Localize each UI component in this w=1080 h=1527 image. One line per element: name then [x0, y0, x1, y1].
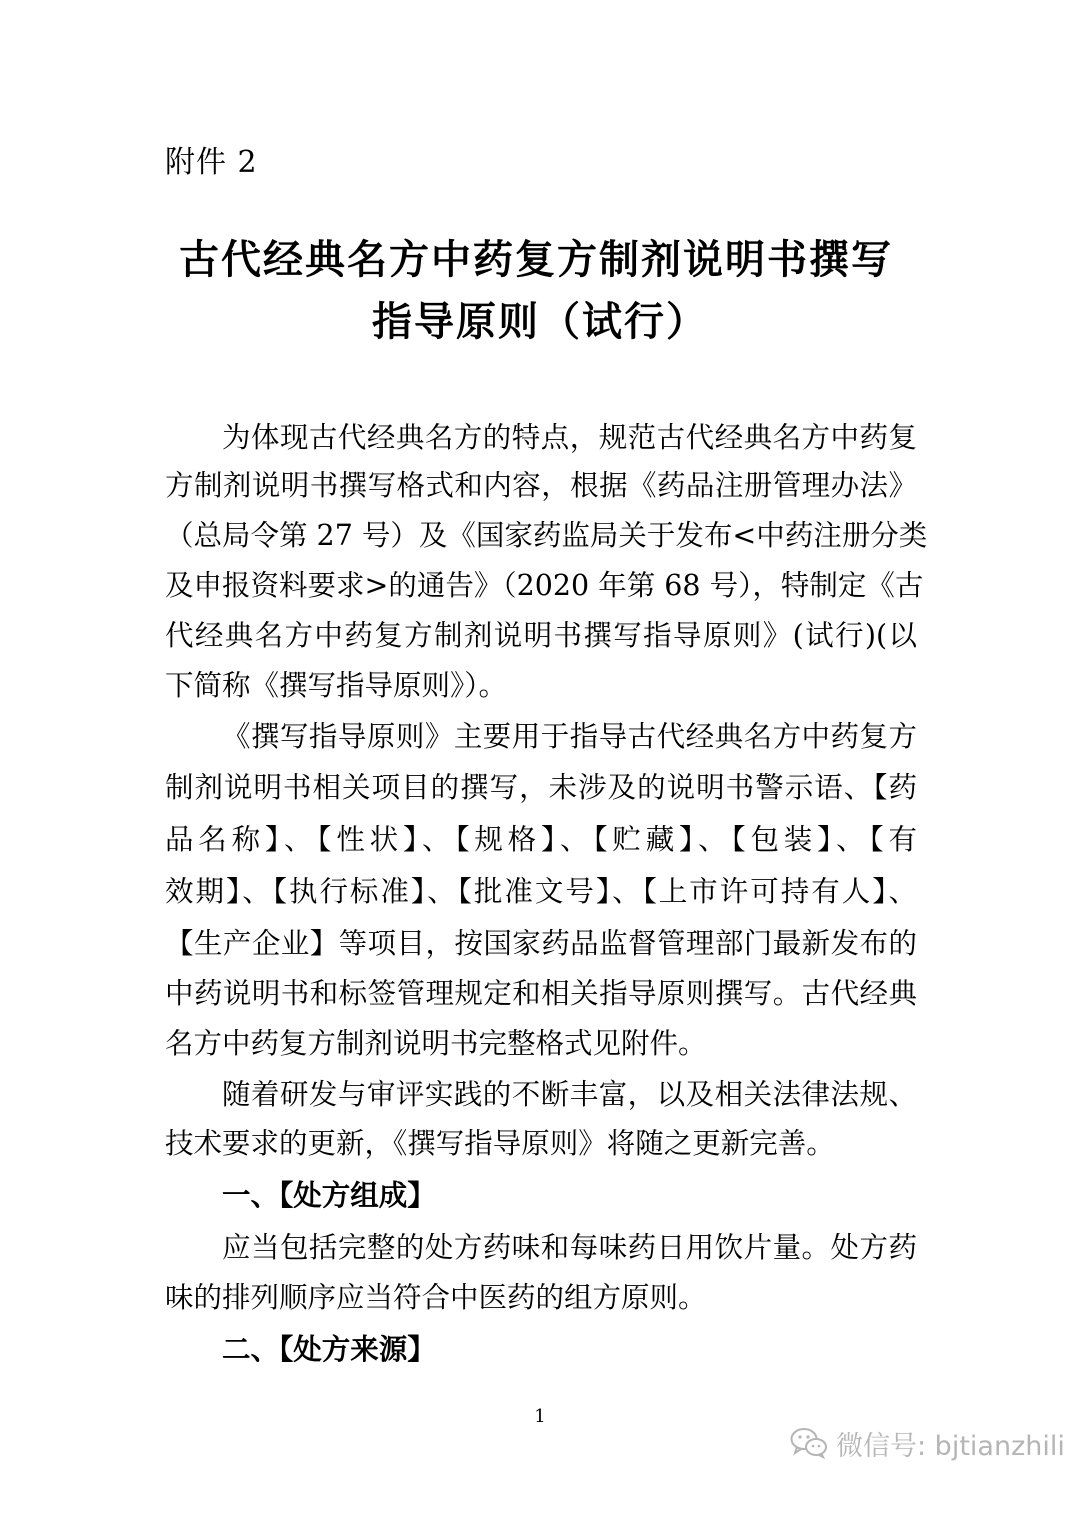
text-line: 方制剂说明书撰写格式和内容，根据《药品注册管理办法》 — [165, 469, 917, 502]
attachment-label: 附件 2 — [165, 145, 258, 180]
text-line: 随着研发与审评实践的不断丰富，以及相关法律法规、 — [222, 1078, 917, 1111]
text-line: 技术要求的更新，《撰写指导原则》将随之更新完善。 — [165, 1127, 835, 1160]
text-line: 下简称《撰写指导原则》）。 — [165, 669, 508, 702]
text-line: （总局令第 27 号）及《国家药监局关于发布<中药注册分类 — [165, 519, 928, 552]
text-line: 及申报资料要求>的通告》（2020 年第 68 号），特制定《古 — [165, 569, 924, 602]
text-line: 《撰写指导原则》主要用于指导古代经典名方中药复方 — [222, 720, 917, 753]
text-line: 效期】、【执行标准】、【批准文号】、【上市许可持有人】、 — [165, 875, 917, 908]
text-line: 中药说明书和标签管理规定和相关指导原则撰写。古代经典 — [165, 977, 917, 1010]
text-line: 为体现古代经典名方的特点，规范古代经典名方中药复 — [222, 421, 917, 454]
section-heading: 一、【处方组成】 — [222, 1179, 436, 1212]
title-line-2: 指导原则（试行） — [372, 299, 708, 345]
page-number: 1 — [534, 1406, 546, 1427]
text-line: 品名称】、【性状】、【规格】、【贮藏】、【包装】、【有 — [165, 823, 917, 856]
text-line: 应当包括完整的处方药味和每味药日用饮片量。处方药 — [222, 1231, 917, 1264]
wechat-watermark — [790, 1418, 1065, 1468]
watermark-text: 微信号: bjtianzhili — [836, 1430, 1065, 1462]
text-line: 代经典名方中药复方制剂说明书撰写指导原则》(试行)(以 — [165, 619, 917, 652]
title-line-1: 古代经典名方中药复方制剂说明书撰写 — [179, 237, 893, 283]
section-heading: 二、【处方来源】 — [222, 1333, 436, 1366]
wechat-icon — [790, 1427, 828, 1459]
text-line: 【生产企业】等项目，按国家药品监督管理部门最新发布的 — [165, 927, 917, 960]
text-line: 制剂说明书相关项目的撰写，未涉及的说明书警示语、【药 — [165, 771, 917, 804]
text-line: 名方中药复方制剂说明书完整格式见附件。 — [165, 1027, 707, 1060]
text-line: 味的排列顺序应当符合中医药的组方原则。 — [165, 1281, 707, 1314]
